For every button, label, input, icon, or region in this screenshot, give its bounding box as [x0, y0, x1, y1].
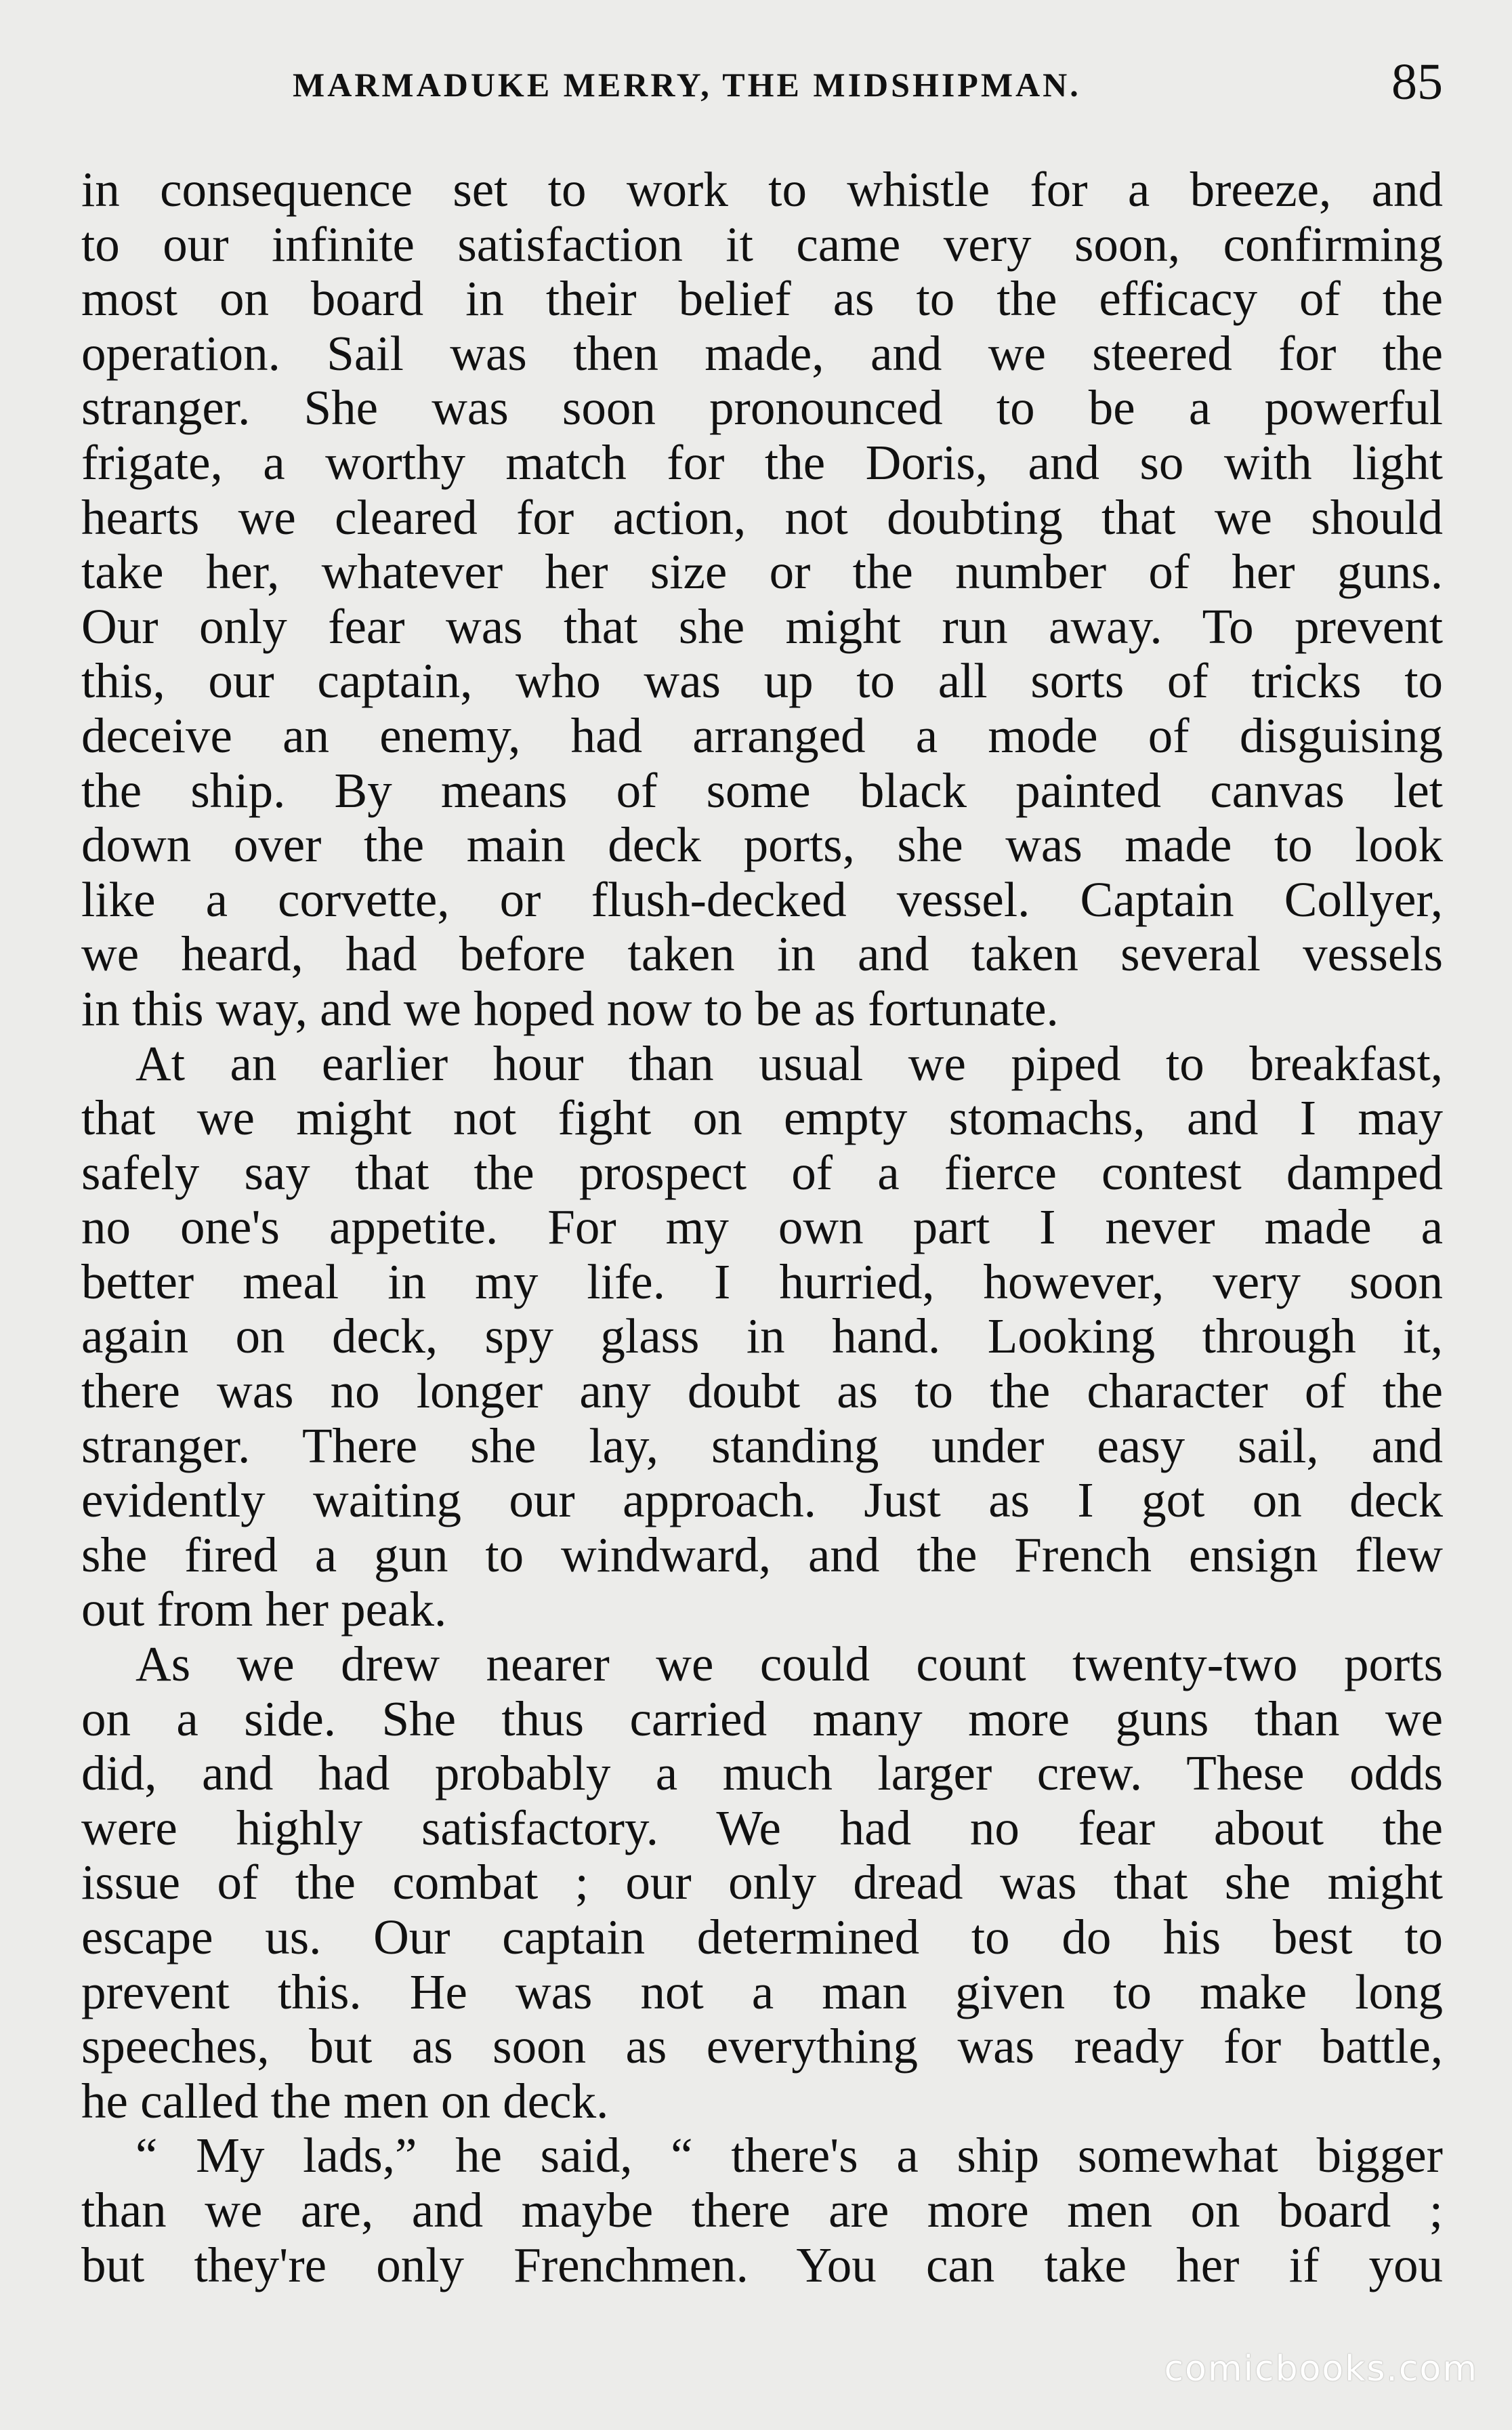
text-line: stranger. She was soon pronounced to be a powerful — [81, 381, 1443, 436]
text-line: safely say that the prospect of a fierce contest damped — [81, 1145, 1443, 1200]
text-line: out from her peak. — [81, 1582, 447, 1637]
text-line: stranger. There she lay, standing under easy sail, and — [81, 1418, 1443, 1473]
text-line: in this way, and we hoped now to be as fortunate. — [81, 981, 1059, 1036]
paragraph-start-line: As we drew nearer we could count twenty-two ports — [135, 1637, 1443, 1692]
text-line: operation. Sail was then made, and we steered for the — [81, 326, 1443, 381]
text-line: in consequence set to work to whistle for a breeze, and — [81, 163, 1443, 217]
site-watermark: comicbooks.com — [1164, 2349, 1478, 2389]
text-line: did, and had probably a much larger crew. These odds — [81, 1746, 1443, 1801]
text-line: deceive an enemy, had arranged a mode of disguising — [81, 708, 1443, 763]
text-line: but they're only Frenchmen. You can take her if you — [81, 2238, 1443, 2292]
running-title: MARMADUKE MERRY, THE MIDSHIPMAN. — [293, 66, 1081, 104]
text-line: prevent this. He was not a man given to make long — [81, 1964, 1443, 2019]
text-line: better meal in my life. I hurried, however, very soon — [81, 1254, 1443, 1309]
text-line: the ship. By means of some black painted canvas let — [81, 763, 1443, 818]
text-line: he called the men on deck. — [81, 2074, 609, 2128]
text-line: on a side. She thus carried many more guns than we — [81, 1691, 1443, 1746]
text-line: we heard, had before taken in and taken several vessels — [81, 927, 1443, 982]
text-line: Our only fear was that she might run away. To prevent — [81, 599, 1443, 654]
text-line: evidently waiting our approach. Just as I got on deck — [81, 1473, 1443, 1528]
text-line: again on deck, spy glass in hand. Looking through it, — [81, 1309, 1443, 1364]
text-line: than we are, and maybe there are more men on board ; — [81, 2183, 1443, 2238]
paragraph-start-line: “ My lads,” he said, “ there's a ship somewhat bigger — [135, 2128, 1443, 2183]
text-line: no one's appetite. For my own part I never made a — [81, 1200, 1443, 1255]
text-line: frigate, a worthy match for the Doris, and so with light — [81, 435, 1443, 490]
text-line: most on board in their belief as to the efficacy of the — [81, 272, 1443, 327]
text-line: issue of the combat ; our only dread was that she might — [81, 1855, 1443, 1910]
text-line: escape us. Our captain determined to do his best to — [81, 1910, 1443, 1964]
text-line: this, our captain, who was up to all sorts of tricks to — [81, 654, 1443, 709]
text-line: speeches, but as soon as everything was ready for battle, — [81, 2019, 1443, 2074]
text-line: there was no longer any doubt as to the character of the — [81, 1364, 1443, 1419]
text-line: down over the main deck ports, she was made to look — [81, 818, 1443, 873]
text-line: to our infinite satisfaction it came very soon, confirming — [81, 217, 1443, 272]
text-line: were highly satisfactory. We had no fear about the — [81, 1800, 1443, 1855]
text-line: hearts we cleared for action, not doubting that we should — [81, 490, 1443, 545]
text-line: like a corvette, or flush-decked vessel. Captain Collyer, — [81, 872, 1443, 927]
text-line: that we might not fight on empty stomachs, and I may — [81, 1091, 1443, 1146]
text-line: take her, whatever her size or the number of her guns. — [81, 545, 1443, 600]
text-line: she fired a gun to windward, and the French ensign flew — [81, 1527, 1443, 1582]
paragraph-start-line: At an earlier hour than usual we piped to breakfast, — [135, 1036, 1443, 1091]
body-text — [81, 163, 1443, 2292]
page-number: 85 — [1391, 54, 1443, 110]
running-head — [81, 53, 1443, 121]
